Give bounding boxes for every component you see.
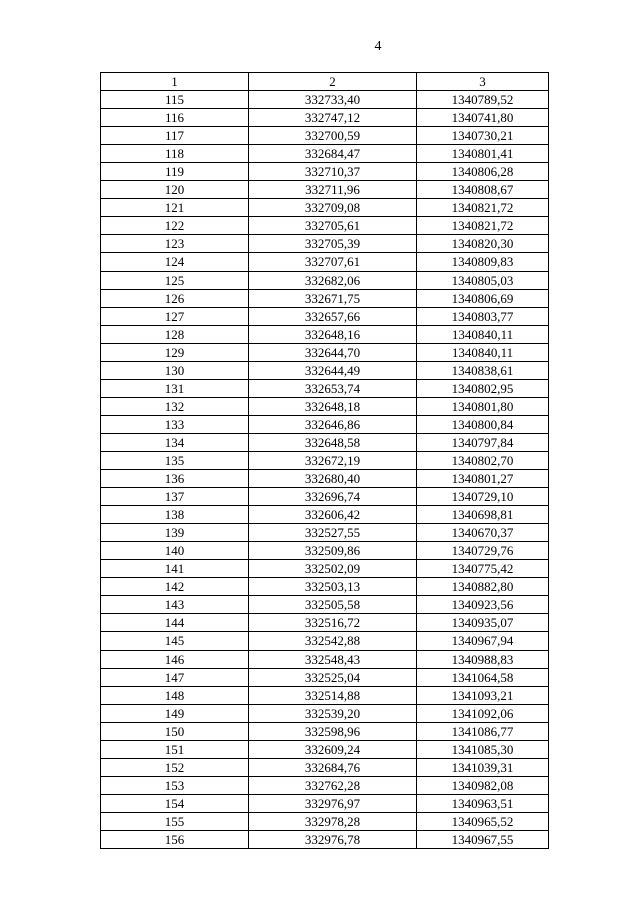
x-coordinate-cell: 332709,08	[249, 199, 417, 217]
point-number-cell: 141	[101, 560, 249, 578]
x-coordinate-cell: 332682,06	[249, 271, 417, 289]
table-row	[101, 470, 549, 488]
table-row	[101, 560, 549, 578]
x-coordinate-cell: 332747,12	[249, 109, 417, 127]
point-number-cell: 122	[101, 217, 249, 235]
y-coordinate-cell: 1340789,52	[417, 91, 549, 109]
y-coordinate-cell: 1341093,21	[417, 686, 549, 704]
point-number-cell: 145	[101, 632, 249, 650]
y-coordinate-cell: 1341085,30	[417, 740, 549, 758]
point-number-cell: 143	[101, 596, 249, 614]
point-number-cell: 156	[101, 830, 249, 848]
point-number-cell: 155	[101, 812, 249, 830]
table-row	[101, 794, 549, 812]
table-row	[101, 722, 549, 740]
y-coordinate-cell: 1340806,69	[417, 289, 549, 307]
x-coordinate-cell: 332680,40	[249, 470, 417, 488]
x-coordinate-cell: 332525,04	[249, 668, 417, 686]
table-row	[101, 271, 549, 289]
y-coordinate-cell: 1340801,41	[417, 145, 549, 163]
y-coordinate-cell: 1340805,03	[417, 271, 549, 289]
y-coordinate-cell: 1340802,70	[417, 451, 549, 469]
y-coordinate-cell: 1340800,84	[417, 415, 549, 433]
point-number-cell: 116	[101, 109, 249, 127]
x-coordinate-cell: 332705,39	[249, 235, 417, 253]
point-number-cell: 127	[101, 307, 249, 325]
x-coordinate-cell: 332733,40	[249, 91, 417, 109]
table-row	[101, 451, 549, 469]
point-number-cell: 130	[101, 361, 249, 379]
table-row	[101, 632, 549, 650]
y-coordinate-cell: 1340982,08	[417, 776, 549, 794]
y-coordinate-cell: 1340820,30	[417, 235, 549, 253]
x-coordinate-cell: 332509,86	[249, 542, 417, 560]
x-coordinate-cell: 332657,66	[249, 307, 417, 325]
point-number-cell: 135	[101, 451, 249, 469]
point-number-cell: 128	[101, 325, 249, 343]
column-header-1: 1	[101, 73, 249, 91]
y-coordinate-cell: 1340802,95	[417, 379, 549, 397]
table-row	[101, 830, 549, 848]
x-coordinate-cell: 332606,42	[249, 506, 417, 524]
x-coordinate-cell: 332644,49	[249, 361, 417, 379]
table-row	[101, 109, 549, 127]
point-number-cell: 134	[101, 433, 249, 451]
coordinates-table	[100, 72, 549, 849]
point-number-cell: 150	[101, 722, 249, 740]
point-number-cell: 140	[101, 542, 249, 560]
y-coordinate-cell: 1340730,21	[417, 127, 549, 145]
y-coordinate-cell: 1340923,56	[417, 596, 549, 614]
point-number-cell: 133	[101, 415, 249, 433]
x-coordinate-cell: 332976,78	[249, 830, 417, 848]
y-coordinate-cell: 1340729,76	[417, 542, 549, 560]
y-coordinate-cell: 1340809,83	[417, 253, 549, 271]
y-coordinate-cell: 1340806,28	[417, 163, 549, 181]
y-coordinate-cell: 1341039,31	[417, 758, 549, 776]
y-coordinate-cell: 1340838,61	[417, 361, 549, 379]
y-coordinate-cell: 1340840,11	[417, 325, 549, 343]
table-row	[101, 397, 549, 415]
x-coordinate-cell: 332609,24	[249, 740, 417, 758]
x-coordinate-cell: 332648,16	[249, 325, 417, 343]
table-row	[101, 307, 549, 325]
point-number-cell: 138	[101, 506, 249, 524]
point-number-cell: 121	[101, 199, 249, 217]
x-coordinate-cell: 332707,61	[249, 253, 417, 271]
table-row	[101, 812, 549, 830]
table-row	[101, 379, 549, 397]
table-row	[101, 488, 549, 506]
y-coordinate-cell: 1340775,42	[417, 560, 549, 578]
table-row	[101, 614, 549, 632]
y-coordinate-cell: 1340821,72	[417, 217, 549, 235]
point-number-cell: 146	[101, 650, 249, 668]
y-coordinate-cell: 1340801,80	[417, 397, 549, 415]
y-coordinate-cell: 1340967,55	[417, 830, 549, 848]
table-row	[101, 361, 549, 379]
x-coordinate-cell: 332711,96	[249, 181, 417, 199]
point-number-cell: 132	[101, 397, 249, 415]
x-coordinate-cell: 332672,19	[249, 451, 417, 469]
x-coordinate-cell: 332542,88	[249, 632, 417, 650]
y-coordinate-cell: 1340801,27	[417, 470, 549, 488]
x-coordinate-cell: 332648,58	[249, 433, 417, 451]
table-row	[101, 758, 549, 776]
x-coordinate-cell: 332502,09	[249, 560, 417, 578]
table-row	[101, 524, 549, 542]
point-number-cell: 142	[101, 578, 249, 596]
point-number-cell: 139	[101, 524, 249, 542]
table-row	[101, 253, 549, 271]
table-row	[101, 289, 549, 307]
point-number-cell: 149	[101, 704, 249, 722]
point-number-cell: 120	[101, 181, 249, 199]
x-coordinate-cell: 332505,58	[249, 596, 417, 614]
table-row	[101, 776, 549, 794]
point-number-cell: 131	[101, 379, 249, 397]
x-coordinate-cell: 332514,88	[249, 686, 417, 704]
table-row	[101, 127, 549, 145]
x-coordinate-cell: 332527,55	[249, 524, 417, 542]
y-coordinate-cell: 1340967,94	[417, 632, 549, 650]
point-number-cell: 123	[101, 235, 249, 253]
x-coordinate-cell: 332539,20	[249, 704, 417, 722]
y-coordinate-cell: 1340882,80	[417, 578, 549, 596]
x-coordinate-cell: 332653,74	[249, 379, 417, 397]
x-coordinate-cell: 332762,28	[249, 776, 417, 794]
x-coordinate-cell: 332684,47	[249, 145, 417, 163]
y-coordinate-cell: 1340797,84	[417, 433, 549, 451]
point-number-cell: 152	[101, 758, 249, 776]
column-header-2: 2	[249, 73, 417, 91]
point-number-cell: 151	[101, 740, 249, 758]
point-number-cell: 117	[101, 127, 249, 145]
point-number-cell: 129	[101, 343, 249, 361]
y-coordinate-cell: 1341086,77	[417, 722, 549, 740]
table-row	[101, 163, 549, 181]
y-coordinate-cell: 1340935,07	[417, 614, 549, 632]
y-coordinate-cell: 1341064,58	[417, 668, 549, 686]
y-coordinate-cell: 1340840,11	[417, 343, 549, 361]
x-coordinate-cell: 332976,97	[249, 794, 417, 812]
table-row	[101, 433, 549, 451]
x-coordinate-cell: 332548,43	[249, 650, 417, 668]
y-coordinate-cell: 1340698,81	[417, 506, 549, 524]
y-coordinate-cell: 1340670,37	[417, 524, 549, 542]
x-coordinate-cell: 332710,37	[249, 163, 417, 181]
x-coordinate-cell: 332648,18	[249, 397, 417, 415]
x-coordinate-cell: 332503,13	[249, 578, 417, 596]
table-row	[101, 704, 549, 722]
table-row	[101, 91, 549, 109]
table-row	[101, 668, 549, 686]
x-coordinate-cell: 332671,75	[249, 289, 417, 307]
y-coordinate-cell: 1340741,80	[417, 109, 549, 127]
point-number-cell: 115	[101, 91, 249, 109]
table-header-row	[101, 73, 549, 91]
y-coordinate-cell: 1340963,51	[417, 794, 549, 812]
y-coordinate-cell: 1341092,06	[417, 704, 549, 722]
point-number-cell: 119	[101, 163, 249, 181]
x-coordinate-cell: 332598,96	[249, 722, 417, 740]
page-number: 4	[374, 39, 382, 54]
point-number-cell: 125	[101, 271, 249, 289]
table-row	[101, 343, 549, 361]
table-row	[101, 199, 549, 217]
table-row	[101, 542, 549, 560]
table-row	[101, 596, 549, 614]
point-number-cell: 147	[101, 668, 249, 686]
point-number-cell: 137	[101, 488, 249, 506]
table-row	[101, 325, 549, 343]
x-coordinate-cell: 332516,72	[249, 614, 417, 632]
table-row	[101, 145, 549, 163]
point-number-cell: 118	[101, 145, 249, 163]
y-coordinate-cell: 1340965,52	[417, 812, 549, 830]
y-coordinate-cell: 1340803,77	[417, 307, 549, 325]
table-row	[101, 235, 549, 253]
x-coordinate-cell: 332696,74	[249, 488, 417, 506]
table-row	[101, 506, 549, 524]
point-number-cell: 153	[101, 776, 249, 794]
point-number-cell: 136	[101, 470, 249, 488]
point-number-cell: 154	[101, 794, 249, 812]
table-row	[101, 686, 549, 704]
table-row	[101, 415, 549, 433]
x-coordinate-cell: 332978,28	[249, 812, 417, 830]
x-coordinate-cell: 332705,61	[249, 217, 417, 235]
y-coordinate-cell: 1340808,67	[417, 181, 549, 199]
table-row	[101, 740, 549, 758]
table-row	[101, 181, 549, 199]
point-number-cell: 126	[101, 289, 249, 307]
point-number-cell: 148	[101, 686, 249, 704]
x-coordinate-cell: 332684,76	[249, 758, 417, 776]
x-coordinate-cell: 332700,59	[249, 127, 417, 145]
y-coordinate-cell: 1340988,83	[417, 650, 549, 668]
column-header-3: 3	[417, 73, 549, 91]
y-coordinate-cell: 1340821,72	[417, 199, 549, 217]
point-number-cell: 124	[101, 253, 249, 271]
point-number-cell: 144	[101, 614, 249, 632]
table-row	[101, 217, 549, 235]
table-row	[101, 578, 549, 596]
y-coordinate-cell: 1340729,10	[417, 488, 549, 506]
x-coordinate-cell: 332646,86	[249, 415, 417, 433]
table-body	[101, 91, 549, 849]
x-coordinate-cell: 332644,70	[249, 343, 417, 361]
table-row	[101, 650, 549, 668]
